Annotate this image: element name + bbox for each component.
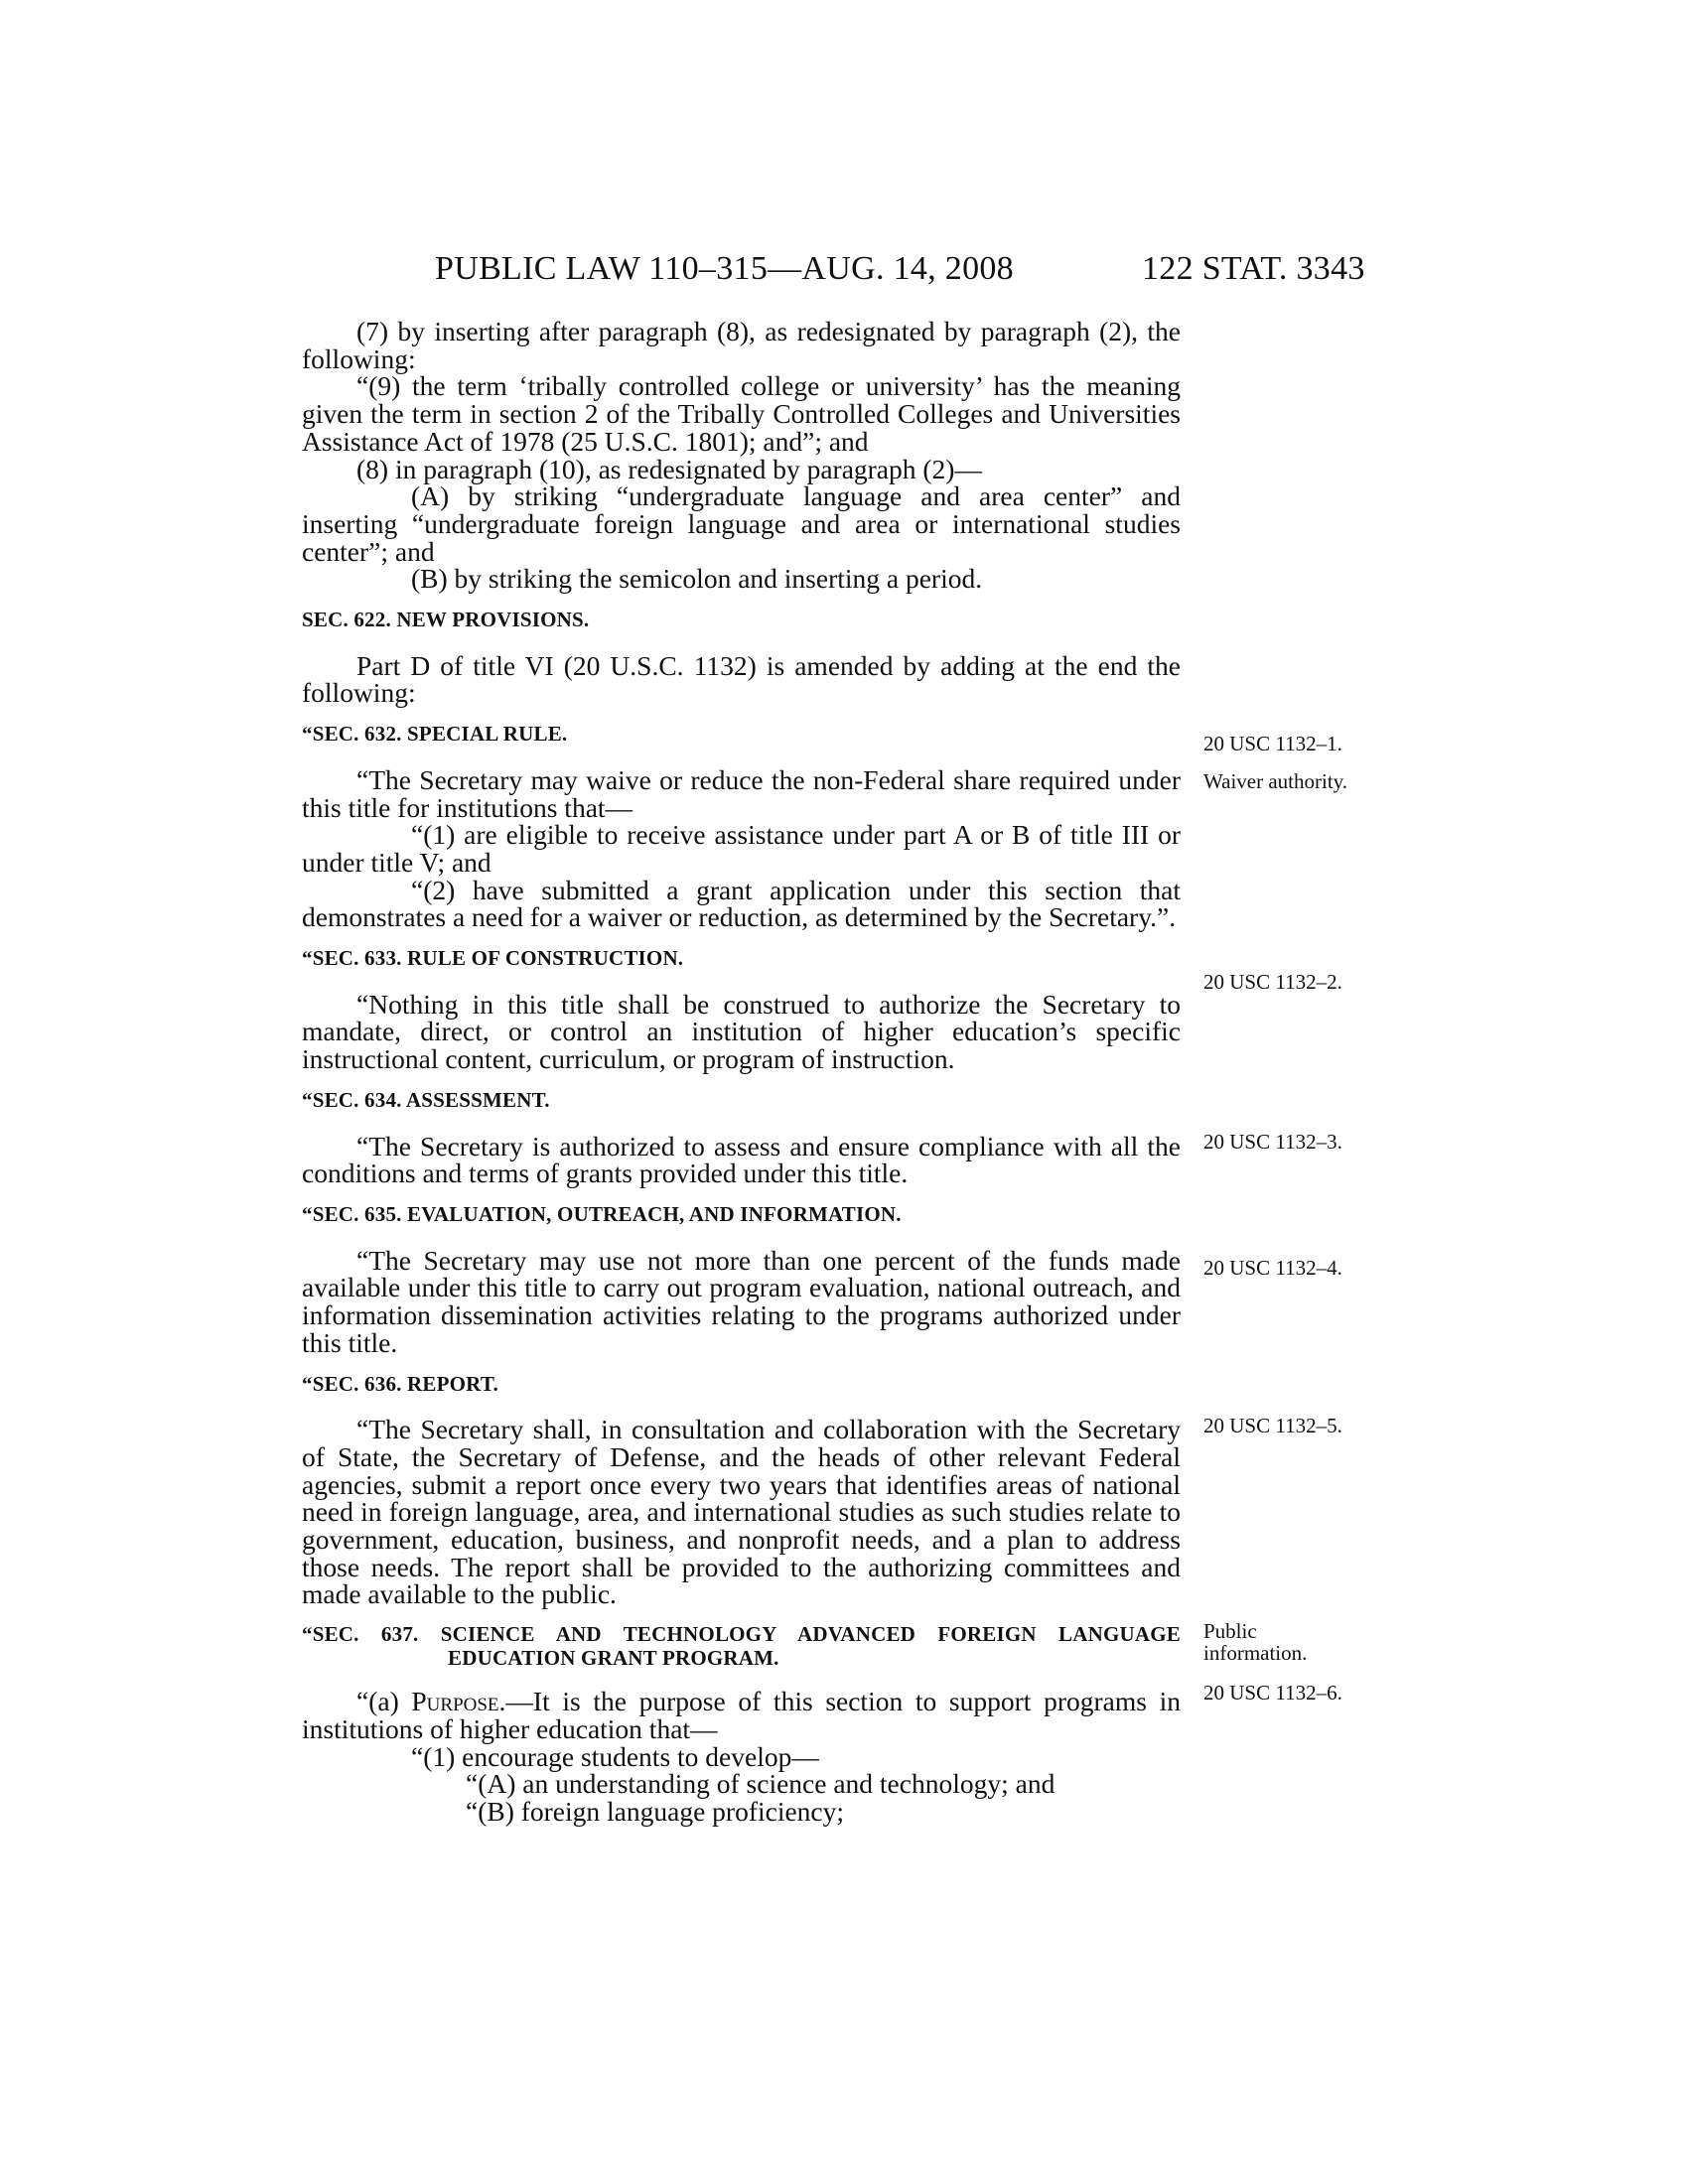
paragraph <box>302 1688 1181 1742</box>
paragraph: “(9) the term ‘tribally controlled college or university’ has the meaning given the term in section 2 of the Tribally Controlled Colleges and Universities Assistance Act of 1978 (25 U.S.C. 1801); and”; and <box>302 370 1181 457</box>
paragraph: “(A) an understanding of science and technology; and <box>466 1768 1055 1800</box>
paragraph: (A) by striking “undergraduate language and area center” and inserting “undergraduate foreign language and area or international studies center”; and <box>302 480 1181 567</box>
paragraph: Part D of title VI (20 U.S.C. 1132) is amended by adding at the end the following: <box>302 649 1181 709</box>
paragraph: “(2) have submitted a grant application under this section that demonstrates a need for a waiver or reduction, as determined by the Secretary.”. <box>302 874 1181 933</box>
paragraph: “The Secretary shall, in consultation and collaboration with the Secretary of State, the Secretary of Defense, and the heads of other relevant Federal agencies, submit a report once every two years that identifies areas of national need in foreign language, area, and international studies as such studies relate to government, education, business, and nonprofit needs, and a plan to address those needs. The report shall be provided to the authorizing committees and made available to the public. <box>302 1414 1181 1610</box>
section-heading: SEC. 622. NEW PROVISIONS. <box>302 608 590 632</box>
subsection-caption: Purpose <box>411 1686 499 1717</box>
paragraph: (B) by striking the semicolon and inserting a period. <box>411 563 983 595</box>
section-heading: “SEC. 637. SCIENCE AND TECHNOLOGY ADVANCED FOREIGN LANGUAGE EDUCATION GRANT PROGRAM. <box>302 1622 1181 1671</box>
document-body <box>302 318 1181 1826</box>
section-heading: “SEC. 632. SPECIAL RULE. <box>302 722 568 747</box>
paragraph: “Nothing in this title shall be construed to authorize the Secretary to mandate, direct, or control an institution of higher education’s specific instructional content, curriculum, or program of instruction. <box>302 988 1181 1075</box>
section-heading: “SEC. 636. REPORT. <box>302 1371 498 1396</box>
paragraph: “(1) are eligible to receive assistance under part A or B of title III or under title V; and <box>302 819 1181 878</box>
paragraph: “The Secretary may use not more than one percent of the funds made available under this title to carry out program evaluation, national outreach, and information dissemination activities relating to the programs authorized under this title. <box>302 1244 1181 1358</box>
margin-note-citation: 20 USC 1132–3. <box>1203 1130 1342 1154</box>
paragraph: “The Secretary may waive or reduce the non-Federal share required under this title for institutions that— <box>302 763 1181 823</box>
paragraph-lead: “(a) <box>356 1686 412 1717</box>
paragraph: “(1) encourage students to develop— <box>411 1740 819 1772</box>
margin-note: Waiver authority. <box>1203 769 1348 793</box>
margin-note-citation: 20 USC 1132–4. <box>1203 1256 1342 1280</box>
statute-page-number: 122 STAT. 3343 <box>1142 250 1365 287</box>
margin-note-citation: 20 USC 1132–1. <box>1203 732 1342 755</box>
section-heading: “SEC. 634. ASSESSMENT. <box>302 1087 550 1112</box>
paragraph: “(B) foreign language proficiency; <box>466 1795 845 1827</box>
paragraph: (7) by inserting after paragraph (8), as redesignated by paragraph (2), the following: <box>302 316 1181 374</box>
margin-note-citation: 20 USC 1132–5. <box>1203 1414 1342 1437</box>
margin-note: Public information. <box>1203 1619 1308 1665</box>
margin-note-citation: 20 USC 1132–2. <box>1203 970 1342 994</box>
margin-note-citation: 20 USC 1132–6. <box>1203 1681 1342 1705</box>
paragraph: “The Secretary is authorized to assess and ensure compliance with all the conditions and terms of grants provided under this title. <box>302 1130 1181 1189</box>
running-header-title: PUBLIC LAW 110–315—AUG. 14, 2008 <box>435 250 1014 287</box>
paragraph-text: .—It is the purpose of this section to support programs in institutions of higher education that— <box>302 1686 1181 1744</box>
paragraph: (8) in paragraph (10), as redesignated by paragraph (2)— <box>356 453 982 484</box>
section-heading: “SEC. 633. RULE OF CONSTRUCTION. <box>302 946 684 971</box>
section-heading: “SEC. 635. EVALUATION, OUTREACH, AND INFORMATION. <box>302 1201 902 1226</box>
